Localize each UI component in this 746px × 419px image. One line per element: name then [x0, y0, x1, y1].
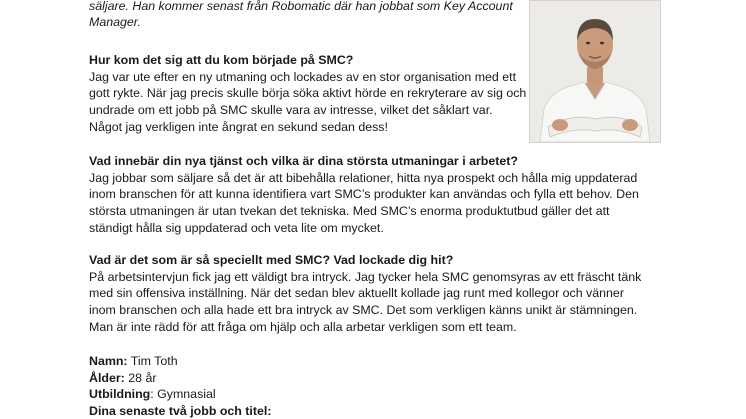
qa-block-1	[89, 52, 529, 136]
portrait-image	[530, 1, 660, 142]
fact-age-value: 28 år	[124, 370, 157, 385]
fact-jobs	[89, 403, 271, 419]
qa-block-2	[89, 153, 649, 237]
question-3: Vad är det som är så speciellt med SMC? Vad lockade dig hit?	[89, 253, 454, 267]
portrait-photo	[529, 0, 661, 143]
fact-education	[89, 386, 271, 403]
qa-block-3	[89, 252, 649, 336]
answer-3: På arbetsintervjun fick jag ett väldigt bra intryck. Jag tycker hela SMC genomsyras av ett fräscht tänk med sin offensiva inställning. När det sedan blev aktuellt kollade jag runt med kollegor och vänner inom branschen och alla hade ett bra intryck av SMC. Det som verkligen känns unikt är stämningen. Man är inte rädd för att fråga om hjälp och alla arbetar verkligen som ett team.	[89, 269, 642, 334]
fact-age-label: Ålder:	[89, 370, 125, 385]
answer-1: Jag var ute efter en ny utmaning och lockades av en stor organisation med ett gott rykte. När jag precis skulle börja söka aktivt hörde en rekryterare av sig och undrade om ett jobb på SMC skulle vara av intresse, vilket det såklart var. Något jag verkligen inte ångrat en sekund sedan dess!	[89, 69, 527, 134]
fact-age	[89, 370, 271, 387]
answer-2: Jag jobbar som säljare så det är att bibehålla relationer, hitta nya prospekt och hålla mig uppdaterad inom branschen för att kunna identifiera vart SMC’s produkter kan användas och fylla ett behov. Den största utmaningen är utan tvekan det tekniska. Med SMC’s enorma produktutbud gäller det att ständigt hålla sig uppdaterad och veta lite om mycket.	[89, 170, 639, 235]
fact-jobs-label: Dina senaste två jobb och titel:	[89, 403, 272, 418]
fact-name-label: Namn:	[89, 354, 128, 368]
fact-education-label: Utbildning	[89, 387, 151, 402]
fact-name	[89, 353, 271, 370]
fact-education-value: : Gymnasial	[150, 387, 216, 402]
question-1: Hur kom det sig att du kom började på SMC?	[89, 53, 354, 67]
question-2: Vad innebär din nya tjänst och vilka är dina största utmaningar i arbetet?	[89, 154, 518, 168]
fact-name-value: Tim Toth	[127, 354, 178, 368]
facts-list	[89, 353, 271, 419]
intro-paragraph: säljare. Han kommer senast från Robomatic där han jobbat som Key Account Manager.	[89, 0, 513, 29]
